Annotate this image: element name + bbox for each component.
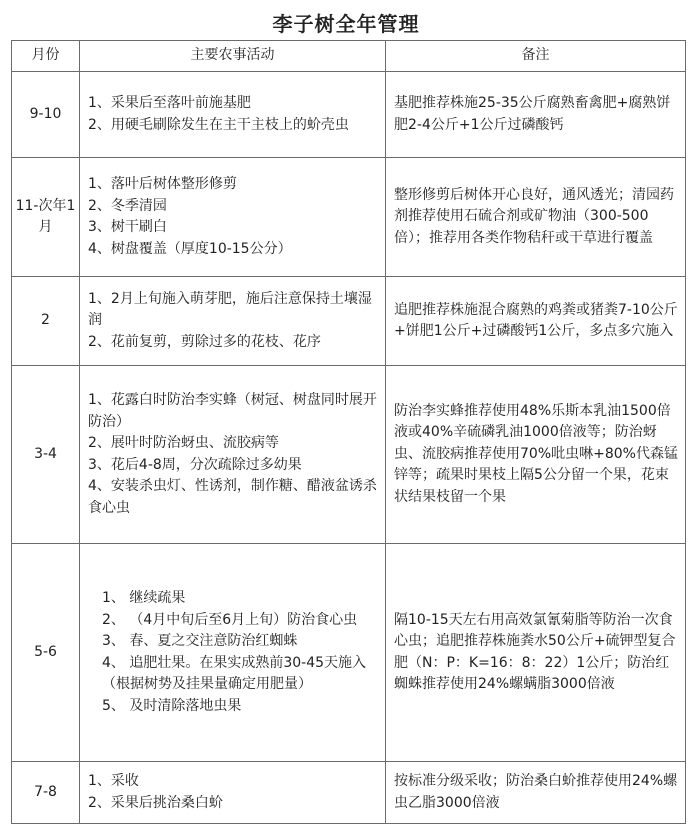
month-cell: 3-4: [12, 366, 80, 544]
activity-item: 3、花后4-8周，分次疏除过多幼果: [88, 456, 302, 473]
activity-item: 1、 继续疏果: [102, 590, 186, 606]
notes-cell: 追肥推荐株施混合腐熟的鸡粪或猪粪7-10公斤+饼肥1公斤+过磷酸钙1公斤，多点多穴施入: [386, 277, 686, 366]
month-cell: 5-6: [12, 544, 80, 762]
activity-item: 1、采果后至落叶前施基肥: [88, 95, 251, 111]
activity-item: 2、采果后挑治桑白蚧: [88, 794, 223, 811]
month-cell: 7-8: [12, 762, 80, 824]
table-row: [12, 366, 686, 544]
month-cell: 11-次年1月: [12, 158, 80, 277]
activities-cell: [80, 366, 386, 544]
activity-item: 1、采收: [88, 773, 139, 789]
notes-cell: 按标准分级采收；防治桑白蚧推荐使用24%螺虫乙脂3000倍液: [386, 762, 686, 824]
activity-item: 5、 及时清除落地虫果: [102, 697, 242, 714]
activity-item: 2、 （4月中旬后至6月上旬）防治食心虫: [102, 611, 358, 628]
activities-cell: [80, 544, 386, 762]
header-activities: 主要农事活动: [80, 41, 386, 72]
activity-item: 2、花前复剪，剪除过多的花枝、花序: [88, 333, 321, 350]
notes-cell: 防治李实蜂推荐使用48%乐斯本乳油1500倍液或40%辛硫磷乳油1000倍液等；防治蚜虫、流胶病推荐使用70%吡虫啉+80%代森锰锌等；疏果时果枝上隔5公分留一个果，花束状结果枝留一个果: [386, 366, 686, 544]
activity-item: 3、树干刷白: [88, 219, 167, 235]
activity-item: 4、安装杀虫灯、性诱剂，制作糖、醋液盆诱杀食心虫: [88, 478, 377, 516]
activity-item: 1、花露白时防治李实蜂（树冠、树盘同时展开防治）: [88, 392, 377, 430]
activity-item: 4、 追肥壮果。在果实成熟前30-45天施入（根据树势及挂果量确定用肥量）: [102, 654, 367, 692]
table-row: [12, 277, 686, 366]
activity-item: 1、2月上旬施入萌芽肥，施后注意保持土壤湿润: [88, 290, 372, 329]
activity-item: 2、冬季清园: [88, 197, 167, 214]
management-table: [11, 40, 686, 824]
table-row: [12, 544, 686, 762]
table-row: [12, 72, 686, 158]
table-row: [12, 762, 686, 824]
notes-cell: 整形修剪后树体开心良好，通风透光；清园药剂推荐使用石硫合剂或矿物油（300-500倍）；推荐用各类作物秸秆或干草进行覆盖: [386, 158, 686, 277]
activities-cell: [80, 762, 386, 824]
activity-item: 2、展叶时防治蚜虫、流胶病等: [88, 435, 279, 451]
activities-cell: [80, 72, 386, 158]
month-cell: 9-10: [12, 72, 80, 158]
page-title: 李子树全年管理: [272, 12, 420, 36]
table-row: [12, 158, 686, 277]
notes-cell: 基肥推荐株施25-35公斤腐熟畜禽肥+腐熟饼肥2-4公斤+1公斤过磷酸钙: [386, 72, 686, 158]
activities-cell: [80, 277, 386, 366]
activities-cell: [80, 158, 386, 277]
activity-item: 3、 春、夏之交注意防治红蜘蛛: [102, 633, 298, 649]
month-cell: 2: [12, 277, 80, 366]
header-month: 月份: [12, 41, 80, 72]
header-notes: 备注: [386, 41, 686, 72]
activity-item: 2、用硬毛刷除发生在主干主枝上的蚧壳虫: [88, 116, 349, 133]
activity-item: 4、树盘覆盖（厚度10-15公分）: [88, 240, 292, 257]
notes-cell: 隔10-15天左右用高效氯氰菊脂等防治一次食心虫；追肥推荐株施粪水50公斤+硫钾型复合肥（N：P：K=16：8：22）1公斤；防治红蜘蛛推荐使用24%螺螨脂3000倍液: [386, 544, 686, 762]
activity-item: 1、落叶后树体整形修剪: [88, 176, 237, 192]
table-header-row: [12, 41, 686, 72]
